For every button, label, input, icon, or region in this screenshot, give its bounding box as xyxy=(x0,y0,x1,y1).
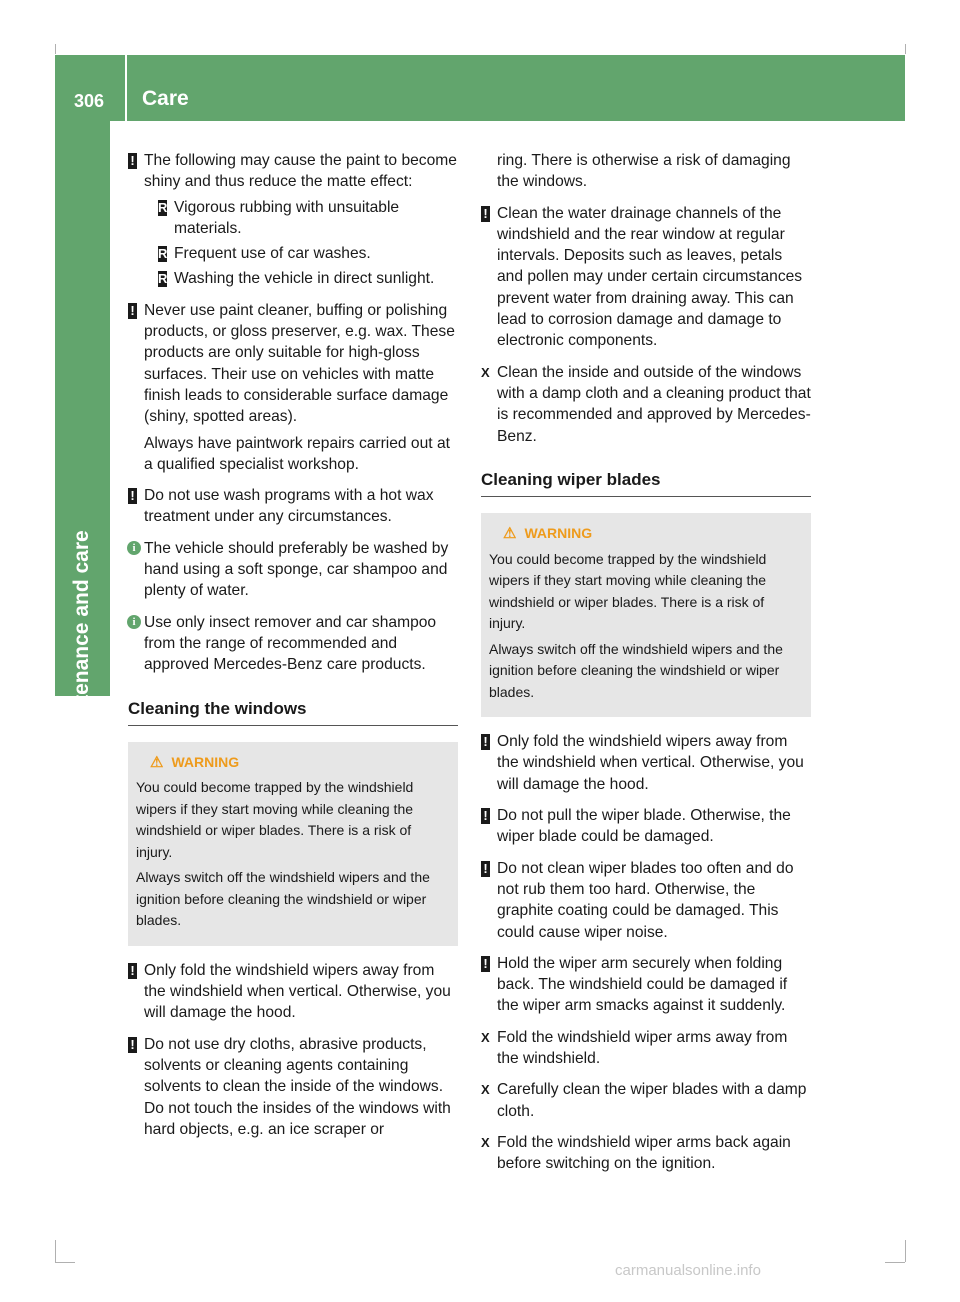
info-icon: i xyxy=(127,615,141,629)
warning-box xyxy=(128,742,458,946)
bullet-text: Frequent use of car washes. xyxy=(174,245,371,263)
side-tab-label: Maintenance and care xyxy=(70,530,93,750)
exclamation-icon: ! xyxy=(481,206,490,222)
right-column xyxy=(481,150,811,1185)
step-arrow-icon: X xyxy=(481,1082,490,1098)
exclamation-icon: ! xyxy=(481,808,490,824)
heading-cleaning-wiper-blades: Cleaning wiper blades xyxy=(481,469,811,497)
note-text: Do not use dry cloths, abrasive products, solvents or cleaning agents containing solvents to clean the inside of the windows. Do not touch the insides of the windows with hard objects, e.g. an ice scraper or xyxy=(144,1035,451,1138)
exclamation-icon: ! xyxy=(128,963,137,979)
info-item xyxy=(128,612,458,676)
note-item xyxy=(128,150,458,290)
note-item xyxy=(481,858,811,943)
step-item xyxy=(481,1027,811,1070)
step-text: Fold the windshield wiper arms back again before switching on the ignition. xyxy=(497,1133,791,1173)
note-item xyxy=(481,203,811,352)
note-item xyxy=(128,300,458,475)
note-text: Do not use wash programs with a hot wax treatment under any circumstances. xyxy=(144,487,434,526)
note-item xyxy=(481,953,811,1017)
note-text: Only fold the windshield wipers away from the windshield when vertical. Otherwise, you will damage the hood. xyxy=(497,733,804,793)
bullet-item xyxy=(158,268,458,289)
exclamation-icon: ! xyxy=(128,1037,137,1053)
crop-mark xyxy=(55,1262,75,1263)
exclamation-icon: ! xyxy=(128,153,137,169)
note-paragraph: Always have paintwork repairs carried out at a qualified specialist workshop. xyxy=(144,434,450,473)
info-text: The vehicle should preferably be washed by hand using a soft sponge, car shampoo and plenty of water. xyxy=(144,539,449,600)
step-item xyxy=(481,1132,811,1175)
page-number: 306 xyxy=(73,91,105,111)
exclamation-icon: ! xyxy=(128,303,137,319)
note-item xyxy=(481,731,811,795)
step-arrow-icon: X xyxy=(481,1134,490,1150)
left-column xyxy=(128,150,458,1150)
exclamation-icon: ! xyxy=(481,861,490,877)
page-header xyxy=(55,55,905,121)
step-arrow-icon: X xyxy=(481,1029,490,1045)
warning-triangle-icon: ⚠ xyxy=(150,753,164,771)
warning-text: Always switch off the windshield wipers and the ignition before cleaning the windshield or wiper blades. xyxy=(136,869,430,929)
bullet-item xyxy=(158,197,458,240)
step-text: Clean the inside and outside of the windows with a damp cloth and a cleaning product that is recommended and approved by Mercedes-Benz. xyxy=(497,363,811,445)
crop-mark xyxy=(905,44,906,54)
warning-text: You could become trapped by the windshield wipers if they start moving while cleaning the windshield or wiper blades. There is a risk of injury. xyxy=(136,779,414,860)
note-item xyxy=(128,960,458,1024)
section-title: Care xyxy=(142,87,189,110)
warning-title: WARNING xyxy=(171,753,240,770)
bullet-icon: R xyxy=(158,271,168,287)
header-divider xyxy=(125,55,127,121)
step-item xyxy=(481,1079,811,1122)
step-arrow-icon: X xyxy=(481,364,490,380)
bullet-icon: R xyxy=(158,246,168,262)
note-item xyxy=(481,805,811,848)
warning-header xyxy=(150,752,450,774)
note-text: Clean the water drainage channels of the windshield and the rear window at regular intervals. Deposits such as leaves, petals and pollen may under certain circumstances prevent water from draining away. This can lead to corrosion damage and damage to electronic components. xyxy=(497,204,803,350)
warning-text: Always switch off the windshield wipers and the ignition before cleaning the windshield or wiper blades. xyxy=(489,640,783,700)
warning-box xyxy=(481,513,811,717)
crop-mark xyxy=(905,1240,906,1262)
warning-triangle-icon: ⚠ xyxy=(503,525,517,543)
bullet-list xyxy=(158,197,458,290)
bullet-item xyxy=(158,243,458,264)
info-icon: i xyxy=(127,541,141,555)
continued-text: ring. There is otherwise a risk of damaging the windows. xyxy=(497,152,791,191)
note-text: Never use paint cleaner, buffing or polishing products, or gloss preserver, e.g. wax. These products are only suitable for high-gloss surfaces. Their use on vehicles with matte finish leads to considerable surface damage (shiny, spotted areas). xyxy=(144,301,455,426)
bullet-text: Washing the vehicle in direct sunlight. xyxy=(174,270,435,288)
bullet-icon: R xyxy=(158,199,168,215)
exclamation-icon: ! xyxy=(128,488,137,504)
crop-mark xyxy=(885,1262,905,1263)
info-text: Use only insect remover and car shampoo from the range of recommended and approved Mercedes-Benz care products. xyxy=(144,613,437,674)
warning-title: WARNING xyxy=(524,525,593,542)
step-item xyxy=(481,362,811,447)
note-item xyxy=(128,485,458,528)
heading-cleaning-windows: Cleaning the windows xyxy=(128,698,458,726)
step-text: Fold the windshield wiper arms away from the windshield. xyxy=(497,1028,788,1068)
note-text: Do not pull the wiper blade. Otherwise, the wiper blade could be damaged. xyxy=(497,807,791,846)
step-text: Carefully clean the wiper blades with a damp cloth. xyxy=(497,1081,807,1120)
note-text: The following may cause the paint to become shiny and thus reduce the matte effect: xyxy=(144,152,457,191)
watermark: carmanualsonline.info xyxy=(615,1262,761,1279)
exclamation-icon: ! xyxy=(481,734,490,750)
crop-mark xyxy=(55,1240,56,1262)
note-text: Hold the wiper arm securely when folding back. The windshield could be damaged if the wiper arm smacks against it suddenly. xyxy=(497,954,788,1015)
bullet-text: Vigorous rubbing with unsuitable materials. xyxy=(174,198,400,237)
note-text: Do not clean wiper blades too often and do not rub them too hard. Otherwise, the graphite coating could be damaged. This could cause wiper noise. xyxy=(497,859,794,941)
note-item xyxy=(128,1034,458,1140)
crop-mark xyxy=(55,44,56,54)
warning-header xyxy=(503,523,803,545)
exclamation-icon: ! xyxy=(481,956,490,972)
info-item xyxy=(128,538,458,602)
warning-text: You could become trapped by the windshield wipers if they start moving while cleaning the windshield or wiper blades. There is a risk of injury. xyxy=(489,550,767,632)
note-text: Only fold the windshield wipers away from the windshield when vertical. Otherwise, you will damage the hood. xyxy=(144,961,451,1022)
